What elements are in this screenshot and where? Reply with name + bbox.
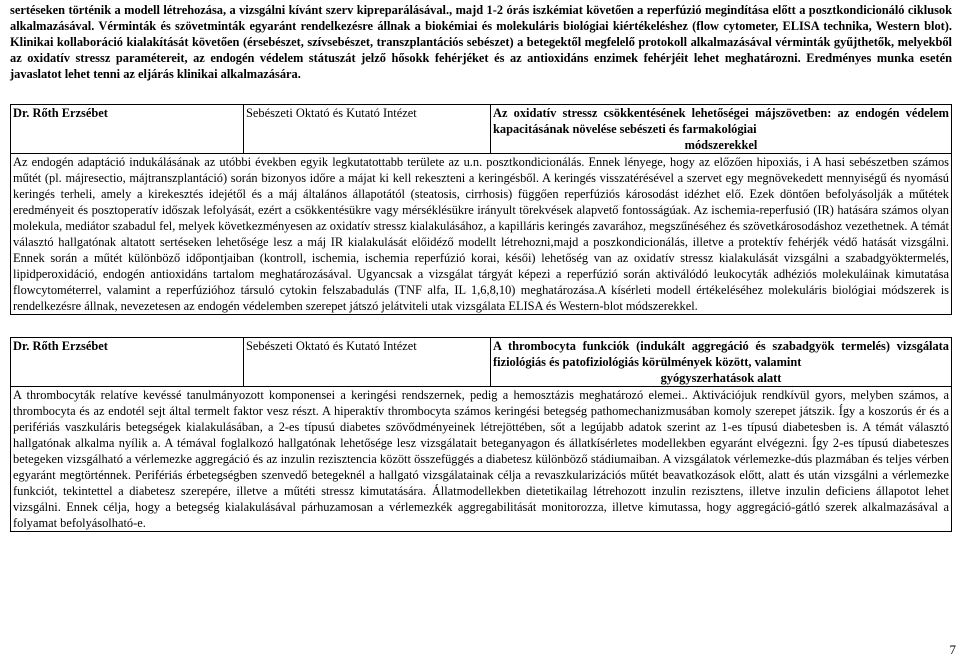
topic-abstract-row — [11, 154, 952, 315]
topic-header-row — [11, 338, 952, 387]
page-number: 7 — [949, 642, 956, 657]
topic-title: Az oxidatív stressz csökkentésének lehetőségei májszövetben: az endogén védelem kapacitásának növelése sebészeti és farmakológiai — [493, 106, 949, 136]
topic-abstract: Az endogén adaptáció indukálásának az utóbbi években egyik legkutatottabb területe az u.n. posztkondicionálás. Ennek lényege, hogy az előzően hipoxiás, i A hasi sebészetben számos műtét (pl. májresectio, májtranszplantáció) során bizonyos időre a májat ki kell rekeszteni a keringésből. A keringés visszatérésével a szervet egy megnövekedett mennyiségű és nyomású keringés terheli, amely a kirekesztés idejétől és a máj általános állapotától (steatosis, cirrhosis) függően reperfúziós károsodást idézhet elő. Ezek döntően befolyásolják a műtétek eredményeit és posztoperatív időszak lefolyását, ezért a csökkentésükre vagy mérséklésükre irányult törekvések alapvető fontosságúak. Az ischemia-reperfusió (IR) hatására számos olyan molekula, mediátor szabadul fel, melyek következményesen az oxidatív stressz kialakulásához, a kapilláris keringés zavarához, megszűnéséhez és szövetkárosodáshoz vezethetnek. A témát választó hallgatónak altatott sertéseken lehetősége lesz a máj IR kialakulását előidéző modellt létrehozni,majd a poszkondicionálás, illetve a protektív fehérjék védő hatását vizsgálni. Ennek során a műtét különböző időpontjaiban (kontroll, ischemia, ischemia reperfúzió korai, késői) lehetőség van az oxidatív stressz kialakulását vizsgálni a szabadgyöktermelés, lipidperoxidáció, endogén antioxidáns tartalom meghatározásával. Ugyancsak a vizsgálat tárgyát képezi a reperfúzió során aktiválódó leukocyták adhéziós molekuláinak kimutatása flowcytométerrel, valamint a reperfúzióhoz társuló cytokin felszabadulás (TNF alfa, IL 1,6,8,10) meghatározása.A kísérleti modell értékeléséhez molekuláris biológiai módszerek is rendelkezésre állnak, nevezetesen az endogén védelemben szerepet játszó jelátviteli utak vizsgálata ELISA és Western-blot módszerekkel. — [11, 154, 952, 315]
author-cell: Dr. Rőth Erzsébet — [11, 338, 244, 387]
author-cell: Dr. Rőth Erzsébet — [11, 105, 244, 154]
section-gap — [10, 82, 952, 104]
topic-title: A thrombocyta funkciók (indukált aggregáció és szabadgyök termelés) vizsgálata fiziológiás és patofiziológiás körülmények között, valamint — [493, 339, 949, 369]
topic-title-last-line: gyógyszerhatások alatt — [660, 371, 782, 385]
topic-abstract: A thrombocyták relatíve kevéssé tanulmányozott komponensei a keringési rendszernek, pedig a hemosztázis meghatározó elemei.. Aktivációjuk rendkívül gyors, melyben számos, a thrombocyta és az endotél sejt által termelt faktor vesz részt. A hiperaktív thrombocyta számos keringési betegség pathomechanizmusában komoly szerepet játszik. Így a koszorús ér és a perifériás vaszkuláris betegségek kialakulásában, a 2-es típusú diabetes szövődményeinek létrejöttében, sőt a legújabb adatok szerint az 1-es típusú diabetesben is. A témát választó hallgatónak alkalma nyílik a. A témával foglalkozó hallgatónak lehetősége lesz vizsgálatait beteganyagon és állatkísérletes modellekben egyaránt elvégezni. Így 2-es típusú diabeteszes betegeken vizsgálható a vérlemezke aggregáció és az inzulin rezisztencia között összefüggés a diabetesz különböző stádiumaiban. A vizsgálatok vérlemezke-dús plazmában és teljes vérben egyaránt megtörténnek. Perifériás érbetegségben szenvedő betegeknél a hallgató vizsgálatainak célja a revaszkularizációs műtét beavatkozások előtt, alatt és után vizsgálni a vérlemezke funkciót, tekintettel a diabetesz szerepére, illetve a műtéti stressz kimutatására. Állatmodellekben dietetikailag létrehozott inzulin rezisztens, illetve inzulin deficiens állapotot lehet vizsgálni. Ennek célja, hogy a betegség kialakulásával párhuzamosan a vérlemezkék aggregabilitását monitorozza, illetve kimutassa, hogy aggregáció-gátló szerek alkalmazásával a folyamat befolyásolható-e. — [11, 387, 952, 532]
intro-paragraph: sertéseken történik a modell létrehozása, a vizsgálni kívánt szerv kipreparálásával., majd 1-2 órás iszkémiat követően a reperfúzió megindítása előtt a posztkondicionáló ciklusok alkalmazásával. Vérminták és szövetminták egyaránt rendelkezésre állnak a biokémiai és molekuláris biológiai kiértékeléshez (flow cytometer, ELISA technika, Western blot). Klinikai kollaboráció kialakítását követően (érsebészet, szívsebészet, transzplantációs sebészet) a betegektől megfelelő protokoll alkalmazásával vérminták gyűjthetők, melyekből az oxidatív stressz paramétereit, az endogén védelem státuszát jelző hősokk fehérjéket és az antioxidáns enzimek fehérjéit lehet meghatározni. Eredményes munka esetén javaslatot lehet tenni az eljárás klinikai alkalmazására. — [10, 3, 952, 81]
institute-cell: Sebészeti Oktató és Kutató Intézet — [244, 105, 491, 154]
topic-abstract-row — [11, 387, 952, 532]
topic-title-last-line: módszerekkel — [684, 138, 758, 152]
section-gap — [10, 315, 952, 337]
topic-entry-1 — [10, 104, 952, 315]
topic-header-row — [11, 105, 952, 154]
topic-entry-2 — [10, 337, 952, 532]
topic-title-cell — [491, 338, 952, 387]
document-page — [10, 2, 952, 532]
topic-title-cell — [491, 105, 952, 154]
institute-cell: Sebészeti Oktató és Kutató Intézet — [244, 338, 491, 387]
